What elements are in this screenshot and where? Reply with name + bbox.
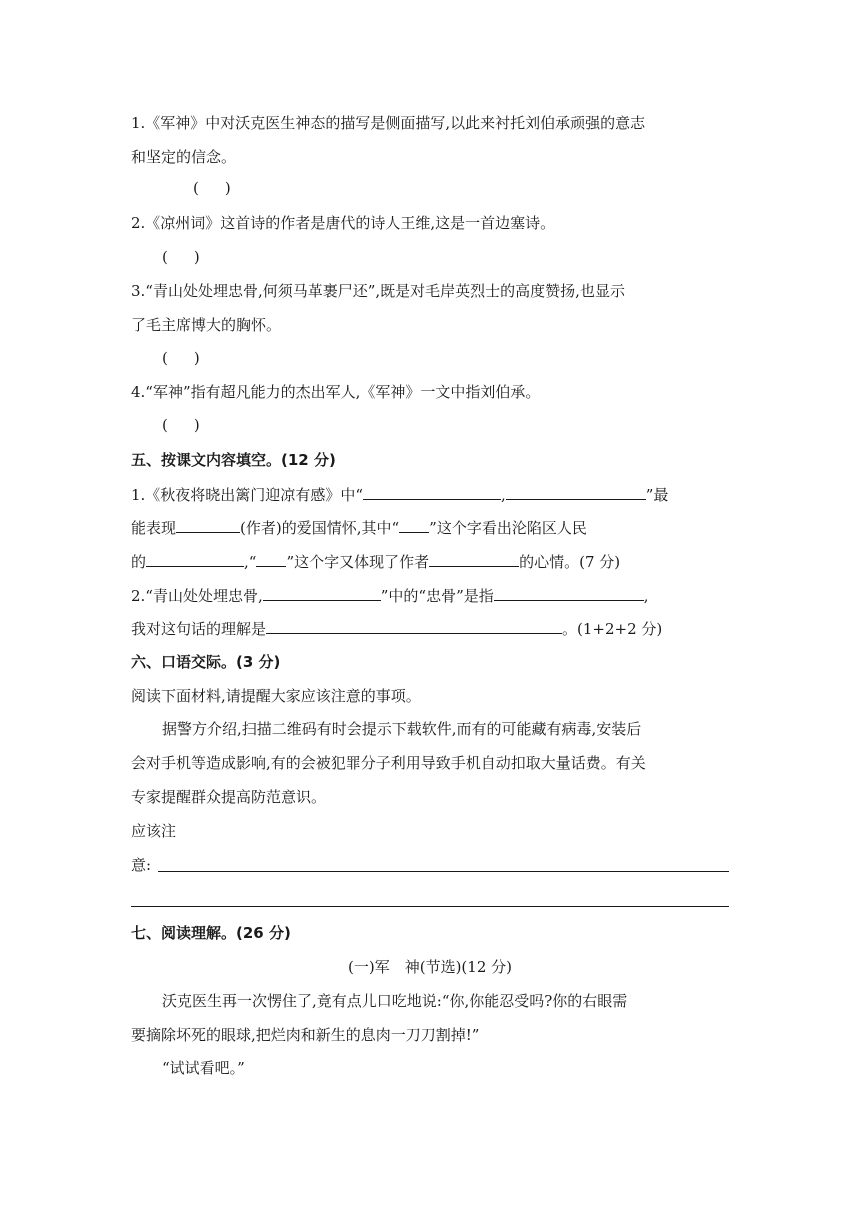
question-3-line-2: 了毛主席博大的胸怀。 [131,316,282,334]
text-segment: 的 [131,553,147,571]
section-6-heading: 六、口语交际。(3 分) [131,653,281,671]
text-segment: 的心情。(7 分) [519,553,621,571]
text-segment: (作者)的爱国情怀,其中“ [240,519,400,537]
question-1-line-2: 和坚定的信念。 [131,148,237,166]
text-segment: ”这个字又体现了作者 [286,553,430,571]
question-4: 4.“军神”指有超凡能力的杰出军人,《军神》一文中指刘伯承。 [131,383,541,401]
section-5-heading: 五、按课文内容填空。(12 分) [131,451,336,469]
text-segment: ”中的“忠骨”是指 [380,587,494,605]
text-segment: 。(1+2+2 分) [562,620,663,638]
passage-paragraph-1-line-2: 要摘除坏死的眼球,把烂肉和新生的息肉一刀刀割掉!” [131,1026,480,1044]
part5-question-1-line-1 [131,484,668,505]
part5-question-2-line-1 [131,585,649,606]
passage-paragraph-2: “试试看吧。” [162,1059,245,1077]
text-segment: 2.“青山处处埋忠骨, [131,587,263,605]
part6-instruction: 阅读下面材料,请提醒大家应该注意的事项。 [131,687,421,705]
text-segment: 能表现 [131,519,177,537]
text-segment: , [500,486,506,504]
part6-paragraph-line-3: 专家提醒群众提高防范意识。 [131,788,327,806]
part5-question-1-line-3 [131,551,620,572]
fill-blank[interactable] [429,551,519,567]
question-1-line-1: 1.《军神》中对沃克医生神态的描写是侧面描写,以此来衬托刘伯承顽强的意志 [131,114,646,132]
answer-line-1[interactable] [158,871,729,872]
fill-blank[interactable] [146,551,244,567]
text-segment: ,“ [244,553,257,571]
answer-label-line-2: 意: [131,856,152,874]
fill-blank[interactable] [263,585,381,601]
part6-paragraph-line-2: 会对手机等造成影响,有的会被犯罪分子利用导致手机自动扣取大量话费。有关 [131,754,646,772]
fill-blank[interactable] [506,484,646,500]
part6-paragraph-line-1: 据警方介绍,扫描二维码有时会提示下载软件,而有的可能藏有病毒,安装后 [162,720,642,738]
fill-blank[interactable] [176,517,240,533]
fill-blank[interactable] [494,585,644,601]
fill-blank[interactable] [363,484,501,500]
answer-line-2[interactable] [131,906,729,907]
text-segment: ”最 [645,486,669,504]
answer-paren-2[interactable]: ( ) [162,248,200,266]
question-3-line-1: 3.“青山处处埋忠骨,何须马革裹尸还”,既是对毛岸英烈士的高度赞扬,也显示 [131,282,625,300]
text-segment: 我对这句话的理解是 [131,620,267,638]
fill-blank[interactable] [266,618,562,634]
passage-title: (一)军 神(节选)(12 分) [348,958,512,976]
fill-blank[interactable] [399,517,429,533]
answer-paren-3[interactable]: ( ) [162,349,200,367]
text-segment: ”这个字看出沦陷区人民 [429,519,587,537]
part5-question-1-line-2 [131,517,587,538]
question-2: 2.《凉州词》这首诗的作者是唐代的诗人王维,这是一首边塞诗。 [131,214,556,232]
answer-paren-4[interactable]: ( ) [162,416,200,434]
part5-question-2-line-2 [131,618,662,639]
text-segment: , [643,587,649,605]
text-segment: 1.《秋夜将晓出篱门迎凉有感》中“ [131,486,363,504]
answer-paren-1[interactable]: ( ) [193,179,231,197]
passage-paragraph-1-line-1: 沃克医生再一次愣住了,竟有点儿口吃地说:“你,你能忍受吗?你的右眼需 [162,992,628,1010]
section-7-heading: 七、阅读理解。(26 分) [131,924,291,942]
fill-blank[interactable] [256,551,286,567]
answer-label-line-1: 应该注 [131,822,177,840]
